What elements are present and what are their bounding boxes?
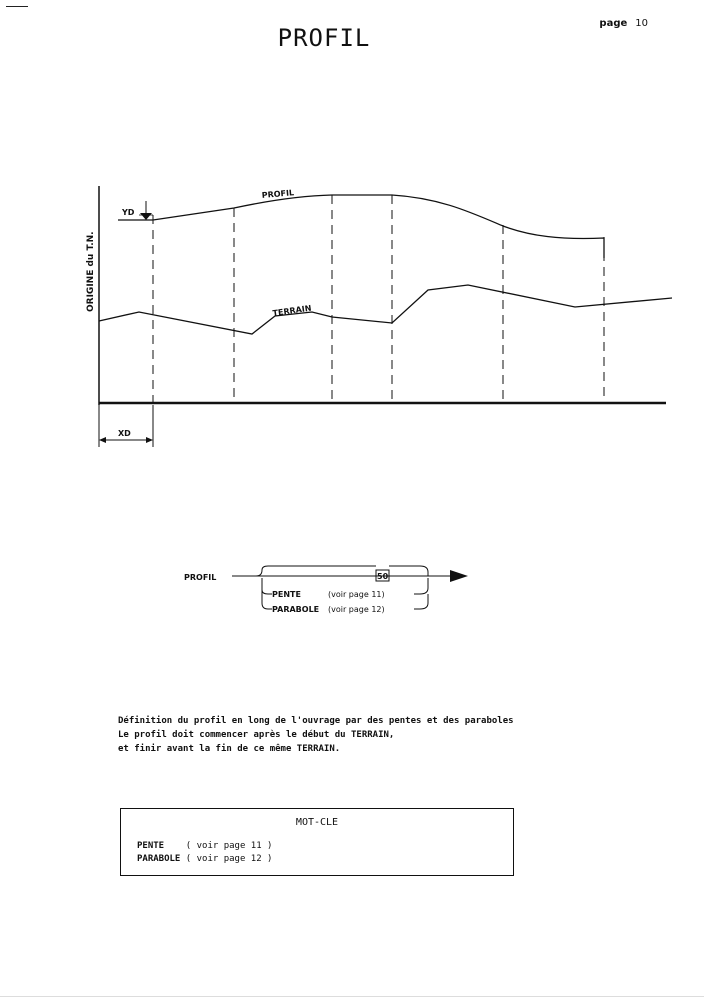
syntax-loop-left <box>256 566 376 576</box>
syntax-loop-right <box>389 566 428 576</box>
branch-left-mid <box>262 590 272 594</box>
keywords-box <box>120 808 514 876</box>
option-name: PARABOLE <box>272 605 320 614</box>
syntax-arrow-icon <box>450 570 468 582</box>
option-parabole <box>272 605 385 614</box>
bottom-edge <box>0 996 704 997</box>
description-line: Définition du profil en long de l'ouvrage par des pentes et des paraboles <box>118 716 514 726</box>
page-title: PROFIL <box>277 24 371 52</box>
option-name: PENTE <box>272 590 301 599</box>
keyword-row <box>137 841 272 851</box>
y-axis-label: ORIGINE du T.N. <box>86 231 96 312</box>
keyword-ref: ( voir page 11 ) <box>185 841 273 851</box>
repeat-count: 50 <box>377 572 389 581</box>
keyword-ref: ( voir page 12 ) <box>185 854 273 864</box>
terrain-line <box>99 285 672 334</box>
yd-label: YD <box>122 208 135 217</box>
keyword-name: PENTE <box>137 841 165 851</box>
keyword-name: PARABOLE <box>137 854 181 864</box>
page-label: page <box>599 18 628 29</box>
branch-right-mid <box>414 578 428 594</box>
page-number-value: 10 <box>635 18 648 29</box>
description-line: Le profil doit commencer après le début du TERRAIN, <box>118 730 395 740</box>
profil-label: PROFIL <box>261 188 295 200</box>
xd-label: XD <box>118 429 131 438</box>
option-ref: (voir page 11) <box>328 590 385 599</box>
syntax-keyword: PROFIL <box>184 573 217 582</box>
keyword-row <box>137 854 272 864</box>
description <box>118 714 514 756</box>
xd-right-arrow-icon <box>146 437 153 443</box>
terrain-label: TERRAIN <box>272 303 313 318</box>
syntax-diagram <box>184 566 468 614</box>
keywords-title: MOT-CLE <box>295 817 339 828</box>
option-pente <box>272 590 385 599</box>
xd-left-arrow-icon <box>99 437 106 443</box>
profil-curve <box>153 195 604 258</box>
option-ref: (voir page 12) <box>328 605 385 614</box>
description-line: et finir avant la fin de ce même TERRAIN. <box>118 744 341 754</box>
branch-right <box>414 594 428 609</box>
yd-arrow-icon <box>140 213 152 220</box>
